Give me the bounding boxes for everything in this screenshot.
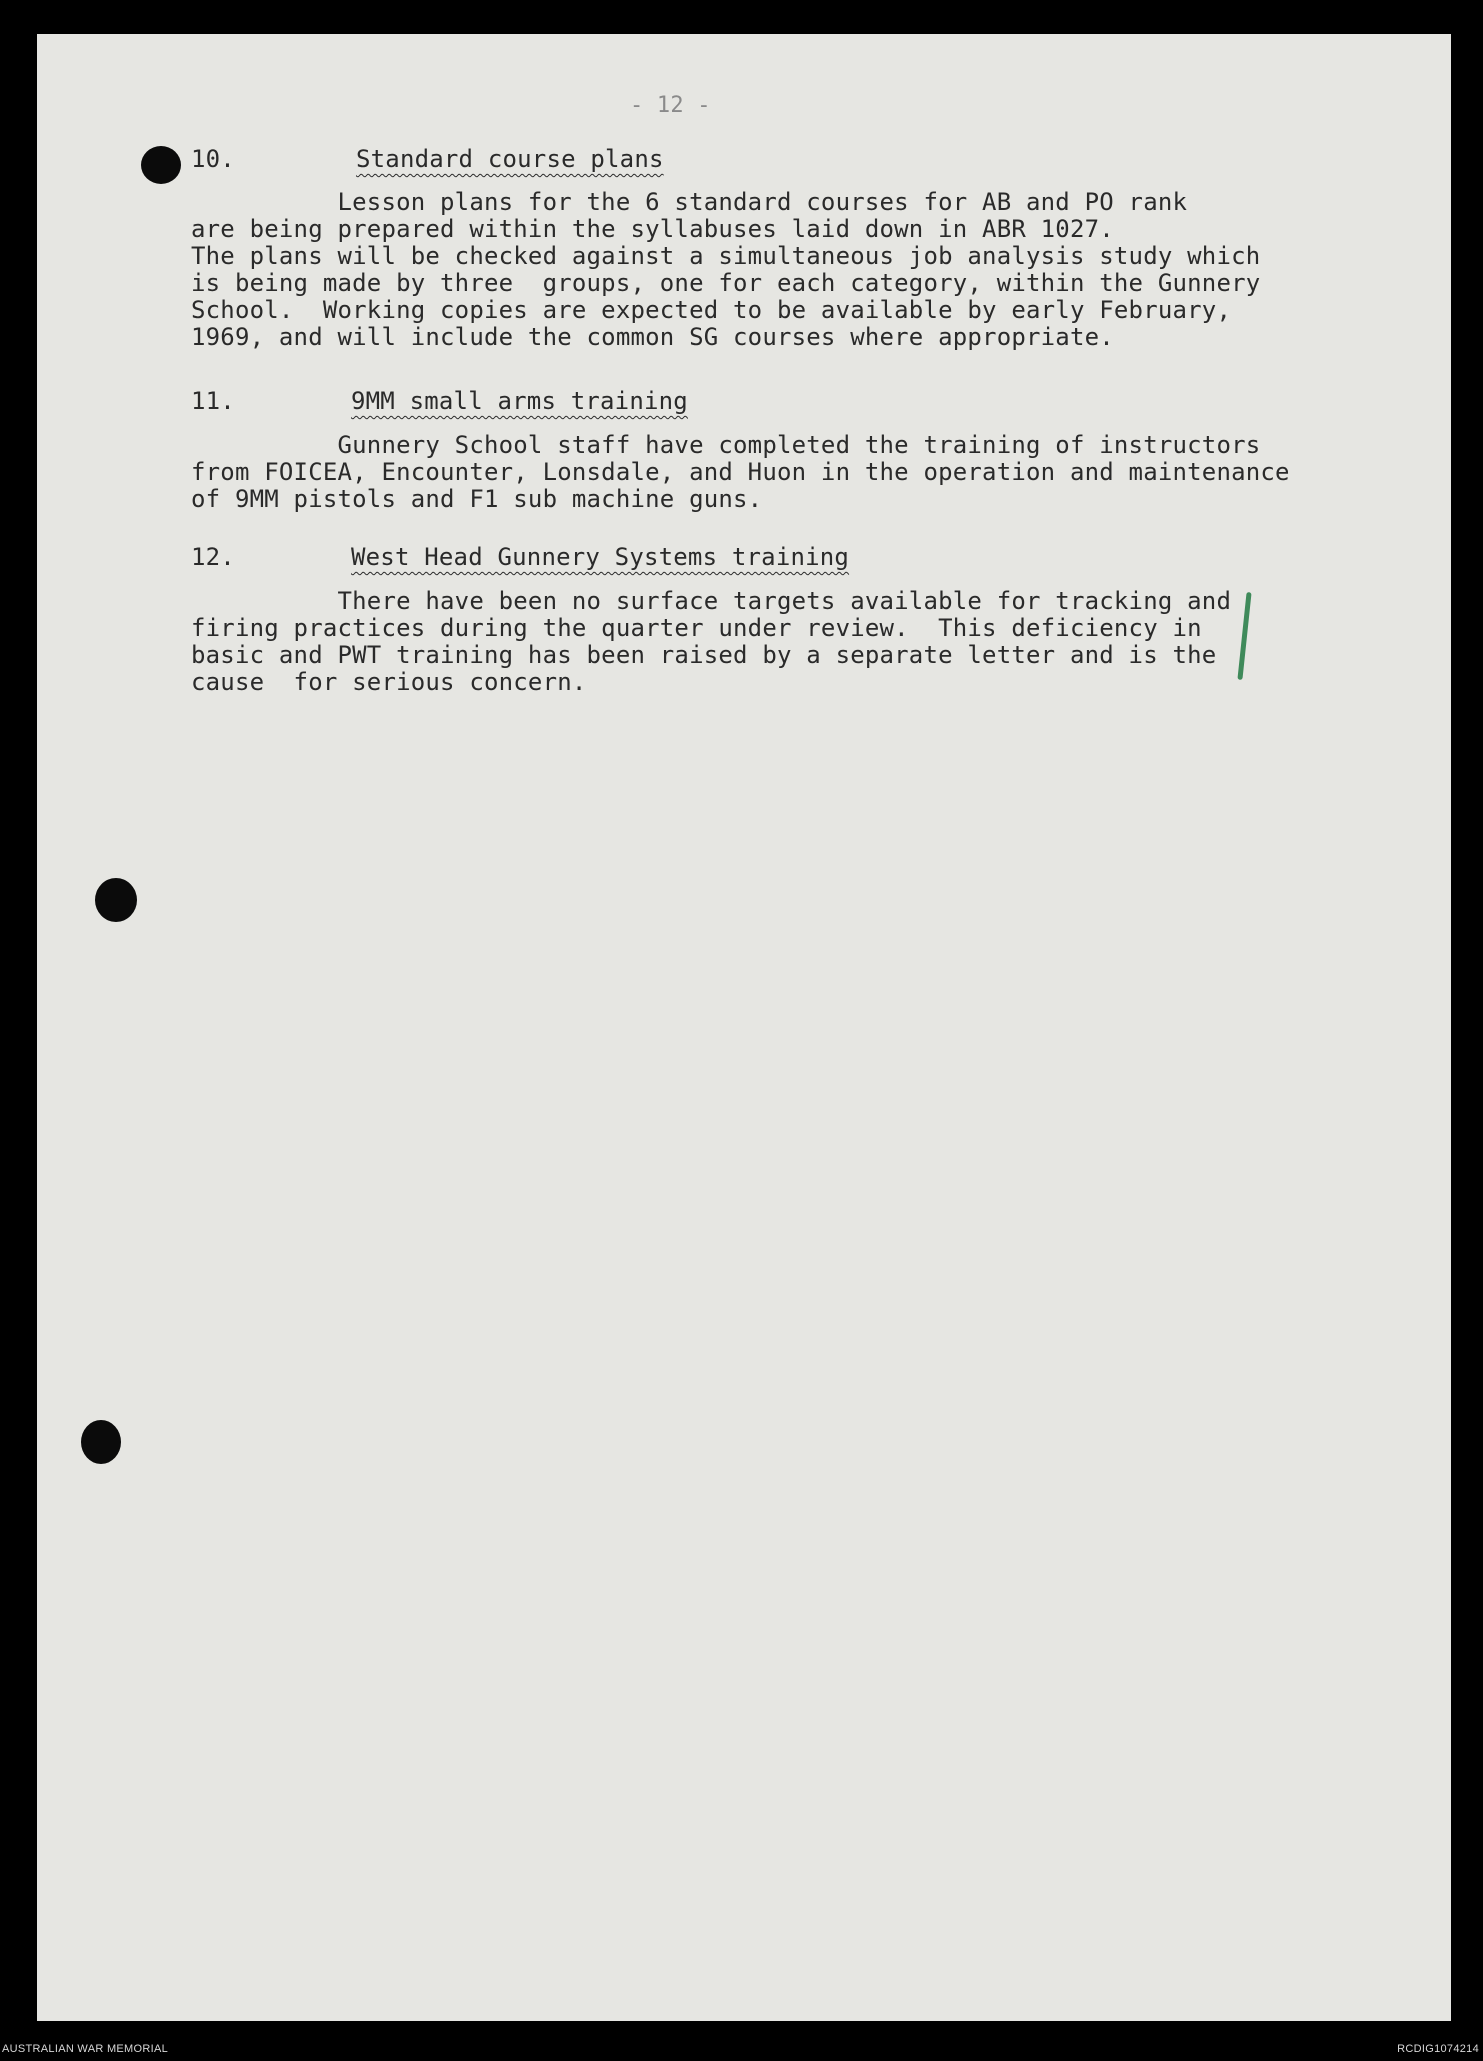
section-number: 12.	[191, 543, 235, 571]
punch-hole	[81, 1420, 121, 1464]
section-heading: 9MM small arms training	[351, 387, 688, 415]
punch-hole	[141, 146, 181, 184]
section-number: 11.	[191, 387, 235, 415]
punch-hole	[95, 878, 137, 922]
section-heading: West Head Gunnery Systems training	[351, 543, 850, 571]
section-paragraph: Lesson plans for the 6 standard courses for AB and PO rank are being prepared within the syllabuses laid down in ABR 1027. The plans will be checked against a simultaneous job analysis study which is being made by three groups, one for each category, within the Gunnery School. Working copies are expected to be available by early February, 1969, and will include the common SG courses where appropriate.	[191, 188, 1261, 351]
footer-record-id: RCDIG1074214	[1397, 2043, 1479, 2055]
section-paragraph: There have been no surface targets available for tracking and firing practices during the quarter under review. This deficiency in basic and PWT training has been raised by a separate letter and is the cause for serious concern.	[191, 587, 1232, 696]
footer-archive-name: AUSTRALIAN WAR MEMORIAL	[2, 2043, 169, 2055]
section-heading: Standard course plans	[356, 145, 664, 173]
section-number: 10.	[191, 145, 235, 173]
section-paragraph: Gunnery School staff have completed the training of instructors from FOICEA, Encounter, Lonsdale, and Huon in the operation and maintenance of 9MM pistols and F1 sub machine guns.	[191, 431, 1290, 513]
page-number: - 12 -	[630, 93, 711, 118]
